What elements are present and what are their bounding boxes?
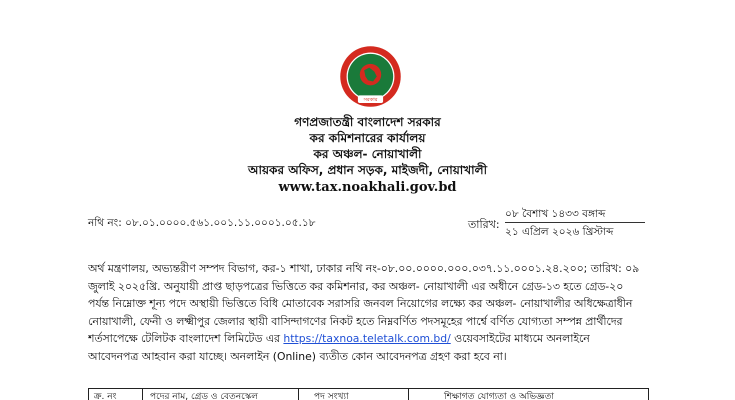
body-line-6: আবেদনপত্র আহবান করা যাচ্ছে। অনলাইন (Online) ব্যতীত কোন আবেদনপত্র গ্রহণ করা হবে না। — [88, 349, 507, 363]
date-block — [505, 207, 645, 240]
website-link[interactable]: www.tax.noakhali.gov.bd — [278, 180, 457, 195]
notice-body — [88, 260, 648, 365]
col-header-post: পদের নাম, গ্রেড ও বেতনস্কেল — [150, 392, 258, 400]
col-header-count: পদ সংখ্যা — [314, 392, 349, 400]
col-header-serial: ক্র. নং — [94, 392, 117, 400]
seal-label: সরকার — [363, 97, 378, 104]
body-line-1: অর্থ মন্ত্রণালয়, অভ্যন্তরীণ সম্পদ বিভাগ, কর-১ শাখা, ঢাকার নথি নং-০৮.০০.০০০০.০০০.০৩৭.১১.০০০১.২৪.২০০; তারিখ: ০৯ — [88, 262, 640, 275]
date-label: তারিখ: — [468, 218, 500, 231]
office-address: আয়কর অফিস, প্রধান সড়ক, মাইজদী, নোয়াখালী — [247, 163, 488, 177]
date-english: ২১ এপ্রিল ২০২৬ খ্রিস্টাব্দ — [505, 226, 614, 238]
office-name: কর কমিশনারের কার্যালয় — [309, 131, 426, 145]
body-line-4: নোয়াখালী, ফেনী ও লক্ষ্মীপুর জেলার স্থায়ী বাসিন্দাগণের নিকট হতে নিম্নবর্ণিত পদসমূহের পার্শ্বে বর্ণিত যোগ্যতা সম্পন্ন প্রার্থীদের — [88, 314, 623, 328]
table-divider — [142, 388, 143, 400]
teletalk-link[interactable]: https://taxnoa.teletalk.com.bd/ — [283, 332, 451, 345]
bangladesh-government-seal-icon — [339, 45, 402, 108]
body-line-5-post: ওয়েবসাইটের মাধ্যমে অনলাইনে — [450, 332, 590, 345]
date-bangla: ০৮ বৈশাখ ১৪৩৩ বঙ্গাব্দ — [505, 207, 645, 223]
table-divider — [648, 388, 649, 400]
table-divider — [408, 388, 409, 400]
body-line-5 — [88, 330, 648, 348]
memo-reference: নথি নং: ০৮.০১.০০০০.৫৬১.০০১.১১.০০০১.০৫.১৮ — [88, 217, 316, 229]
zone-name: কর অঞ্চল- নোয়াখালী — [313, 147, 422, 161]
table-divider — [298, 388, 299, 400]
body-line-5-pre: শর্তসাপেক্ষে টেলিটক বাংলাদেশ লিমিটেড এর — [88, 332, 284, 345]
positions-table-header — [88, 388, 648, 400]
govt-name: গণপ্রজাতন্ত্রী বাংলাদেশ সরকার — [294, 115, 441, 129]
body-line-2: জুলাই ২০২৫খ্রি. অনুযায়ী প্রাপ্ত ছাড়পত্রের ভিত্তিতে কর কমিশনার, কর অঞ্চল- নোয়াখালী এর অধীনে গ্রেড-১৩ হতে গ্রেড-২০ — [88, 279, 624, 293]
table-divider — [88, 388, 89, 400]
body-line-3: পর্যন্ত নিম্নোক্ত শূন্য পদে অস্থায়ী ভিত্তিতে বিধি মোতাবেক সরাসরি জনবল নিয়োগের লক্ষ্যে কর অঞ্চল- নোয়াখালীর অধিক্ষেত্রাধীন — [88, 297, 633, 310]
col-header-qualification: শিক্ষাগত যোগ্যতা ও অভিজ্ঞতা — [444, 392, 555, 400]
